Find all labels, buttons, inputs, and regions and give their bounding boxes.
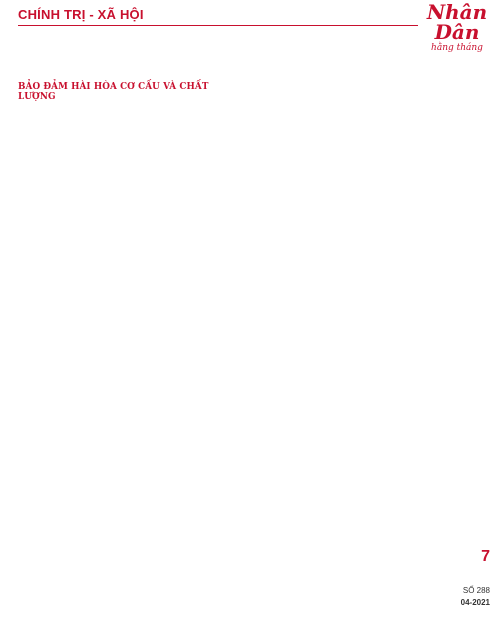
section-title: CHÍNH TRỊ - XÃ HỘI <box>18 7 144 22</box>
paragraph <box>18 55 228 65</box>
issue-number: SỐ 288 <box>462 586 490 595</box>
paragraph <box>18 108 228 118</box>
paragraph <box>250 44 460 54</box>
paragraph <box>18 44 228 54</box>
paragraph <box>250 110 460 120</box>
paragraph <box>250 55 460 65</box>
page-number: 7 <box>481 548 490 565</box>
paragraph <box>250 88 460 98</box>
article-subheading: BẢO ĐẢM HÀI HÒA CƠ CẤU VÀ CHẤT LƯỢNG <box>18 82 209 102</box>
page-header <box>0 0 500 53</box>
paragraph <box>18 66 228 76</box>
right-column <box>250 44 460 634</box>
paragraph <box>250 66 460 76</box>
paragraph <box>18 130 228 140</box>
paragraph <box>18 141 228 151</box>
paragraph <box>18 119 228 129</box>
header-rule <box>18 25 418 26</box>
left-column <box>18 44 228 634</box>
logo-main-text: Nhân Dân <box>426 0 488 44</box>
logo-sub-text: hằng tháng <box>431 43 483 53</box>
nhan-dan-logo <box>418 0 496 53</box>
issue-date: 04-2021 <box>460 598 490 607</box>
paragraph <box>250 77 460 87</box>
paragraph <box>250 99 460 109</box>
article-body <box>18 44 460 634</box>
